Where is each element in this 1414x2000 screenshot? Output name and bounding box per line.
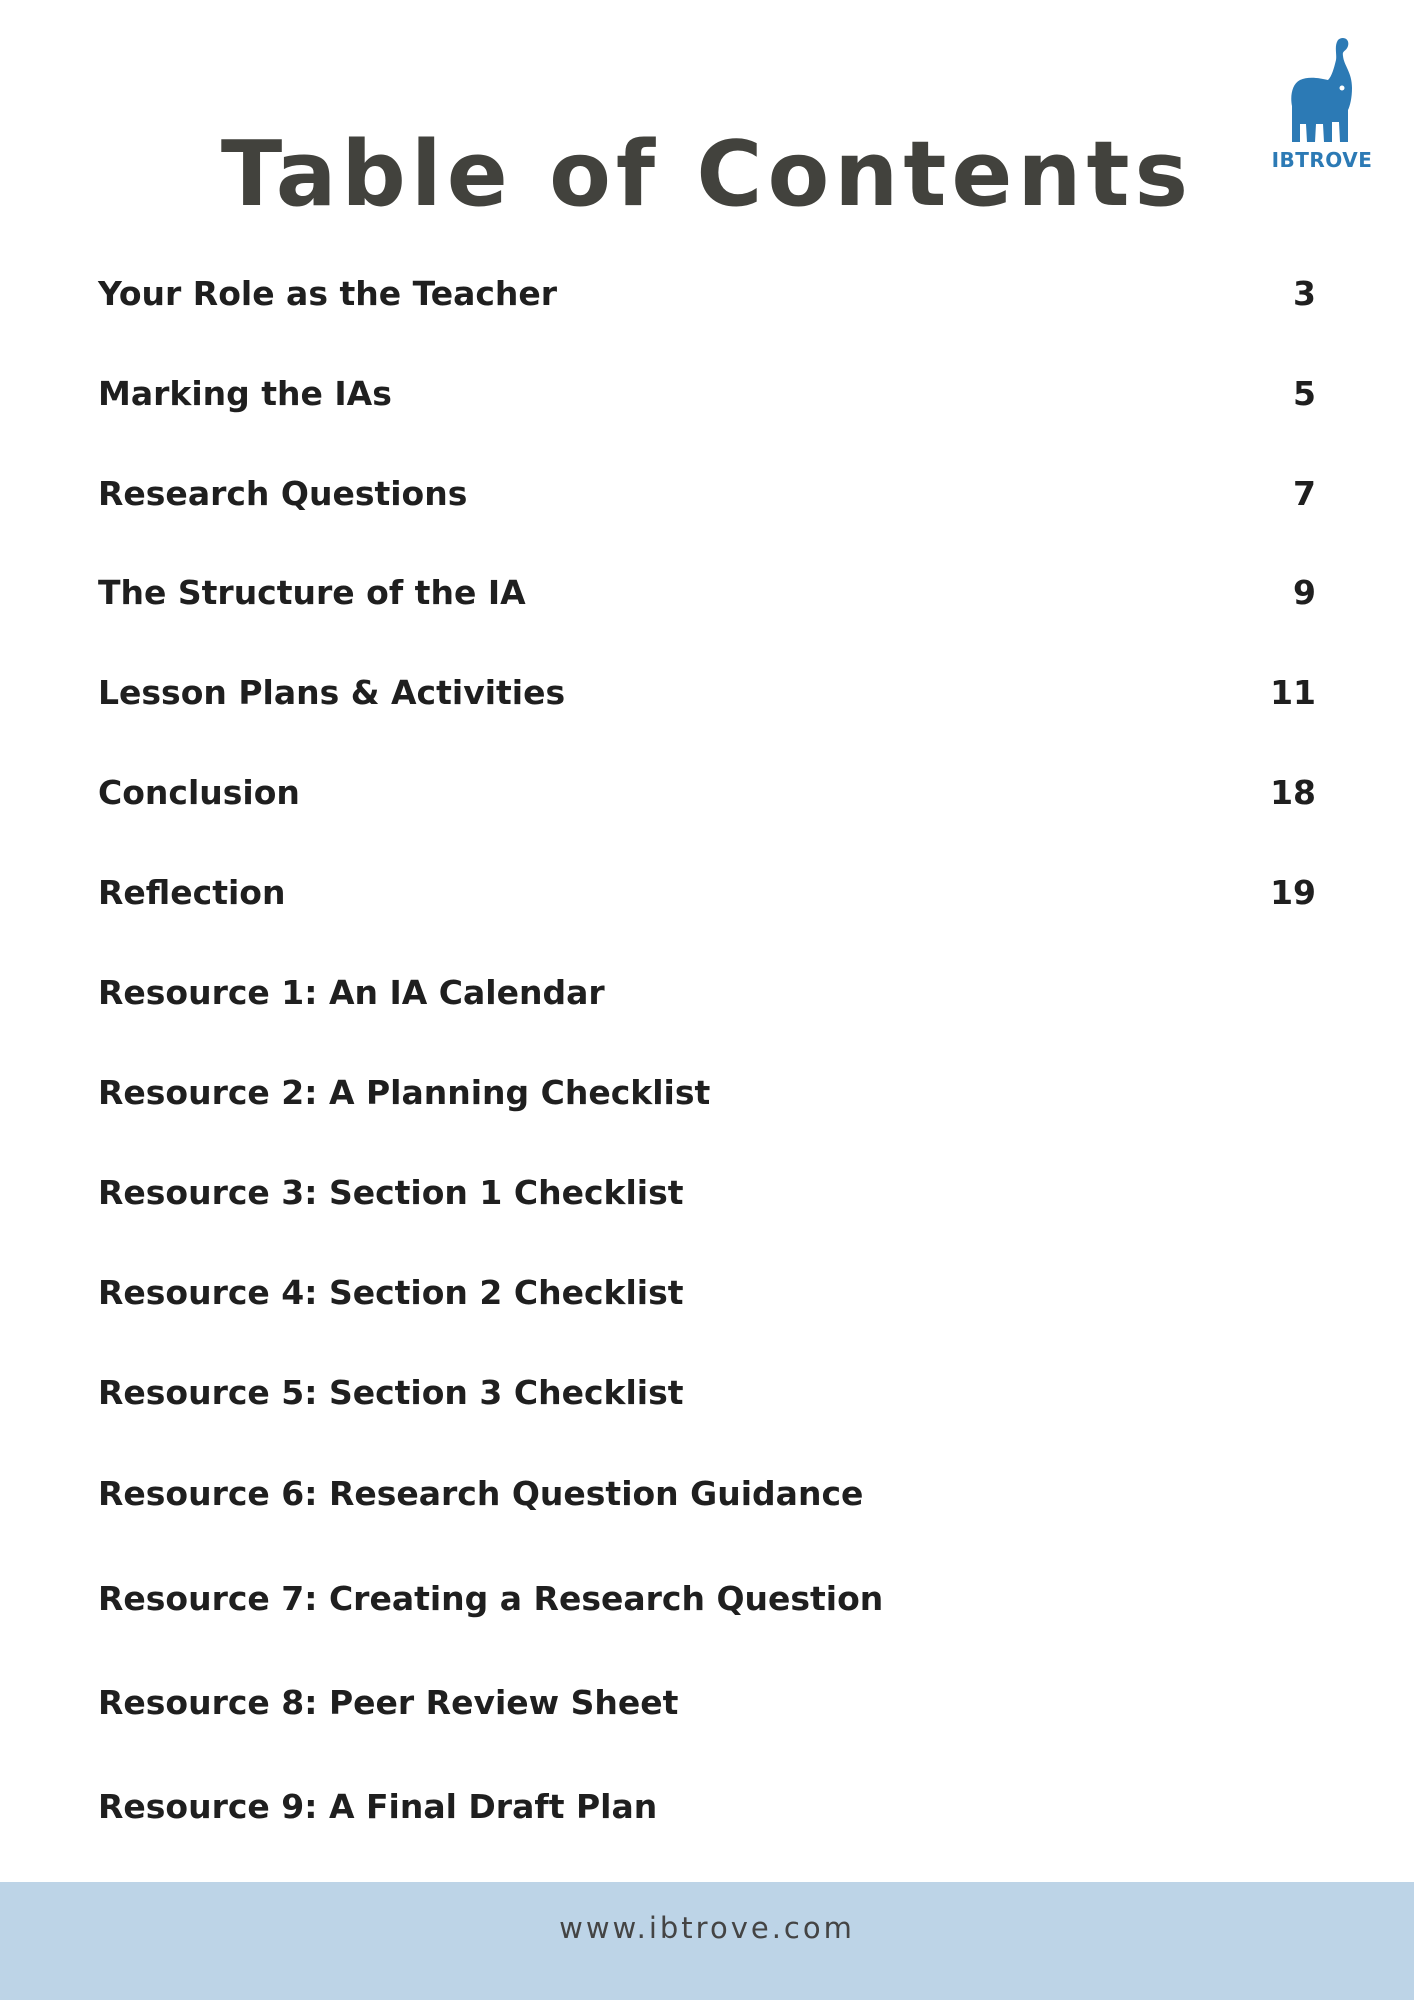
- toc-entry-label: Resource 4: Section 2 Checklist: [98, 1272, 684, 1312]
- brand-logo: [1270, 36, 1374, 170]
- toc-entry-label: The Structure of the IA: [98, 572, 526, 612]
- toc-entry-page-number: 11: [1270, 672, 1316, 712]
- toc-entry-label: Resource 8: Peer Review Sheet: [98, 1682, 679, 1722]
- toc-entry-label: Resource 2: A Planning Checklist: [98, 1072, 711, 1112]
- toc-entry-page-number: 7: [1293, 473, 1316, 513]
- toc-entry-label: Resource 3: Section 1 Checklist: [98, 1172, 684, 1212]
- toc-entry-label: Marking the IAs: [98, 373, 392, 413]
- toc-entry-page-number: 3: [1293, 273, 1316, 313]
- toc-entry-label: Resource 5: Section 3 Checklist: [98, 1372, 684, 1412]
- toc-entry-page-number: 19: [1270, 872, 1316, 912]
- toc-entry[interactable]: [98, 263, 1316, 323]
- toc-entry[interactable]: [98, 562, 1316, 622]
- brand-name: IBTROVE: [1271, 148, 1373, 172]
- elephant-icon: [1286, 36, 1358, 146]
- toc-entry[interactable]: [98, 1162, 1316, 1222]
- toc-entry[interactable]: [98, 862, 1316, 922]
- toc-entry-label: Research Questions: [98, 473, 468, 513]
- toc-entry-label: Your Role as the Teacher: [98, 273, 558, 313]
- footer-url[interactable]: www.ibtrove.com: [559, 1911, 855, 1945]
- toc-entry[interactable]: [98, 1672, 1316, 1732]
- toc-entry[interactable]: [98, 1568, 1316, 1628]
- toc-entry-label: Conclusion: [98, 772, 300, 812]
- toc-entry[interactable]: [98, 662, 1316, 722]
- toc-entry[interactable]: [98, 1362, 1316, 1422]
- toc-entry[interactable]: [98, 363, 1316, 423]
- toc-entry-label: Lesson Plans & Activities: [98, 672, 566, 712]
- page-title: Table of Contents: [220, 122, 1194, 227]
- toc-entry-label: Resource 1: An IA Calendar: [98, 972, 605, 1012]
- toc-entry[interactable]: [98, 1463, 1316, 1523]
- toc-entry-page-number: 18: [1270, 772, 1316, 812]
- toc-entry-label: Resource 7: Creating a Research Question: [98, 1578, 884, 1618]
- toc-entry[interactable]: [98, 1776, 1316, 1836]
- toc-entry-label: Resource 6: Research Question Guidance: [98, 1473, 864, 1513]
- toc-entry[interactable]: [98, 962, 1316, 1022]
- toc-entry-label: Reflection: [98, 872, 286, 912]
- toc-entry[interactable]: [98, 463, 1316, 523]
- toc-entry-label: Resource 9: A Final Draft Plan: [98, 1786, 658, 1826]
- toc-entry[interactable]: [98, 1262, 1316, 1322]
- toc-entry[interactable]: [98, 762, 1316, 822]
- toc-entry-page-number: 5: [1293, 373, 1316, 413]
- toc-entry-page-number: 9: [1293, 572, 1316, 612]
- toc-entry[interactable]: [98, 1062, 1316, 1122]
